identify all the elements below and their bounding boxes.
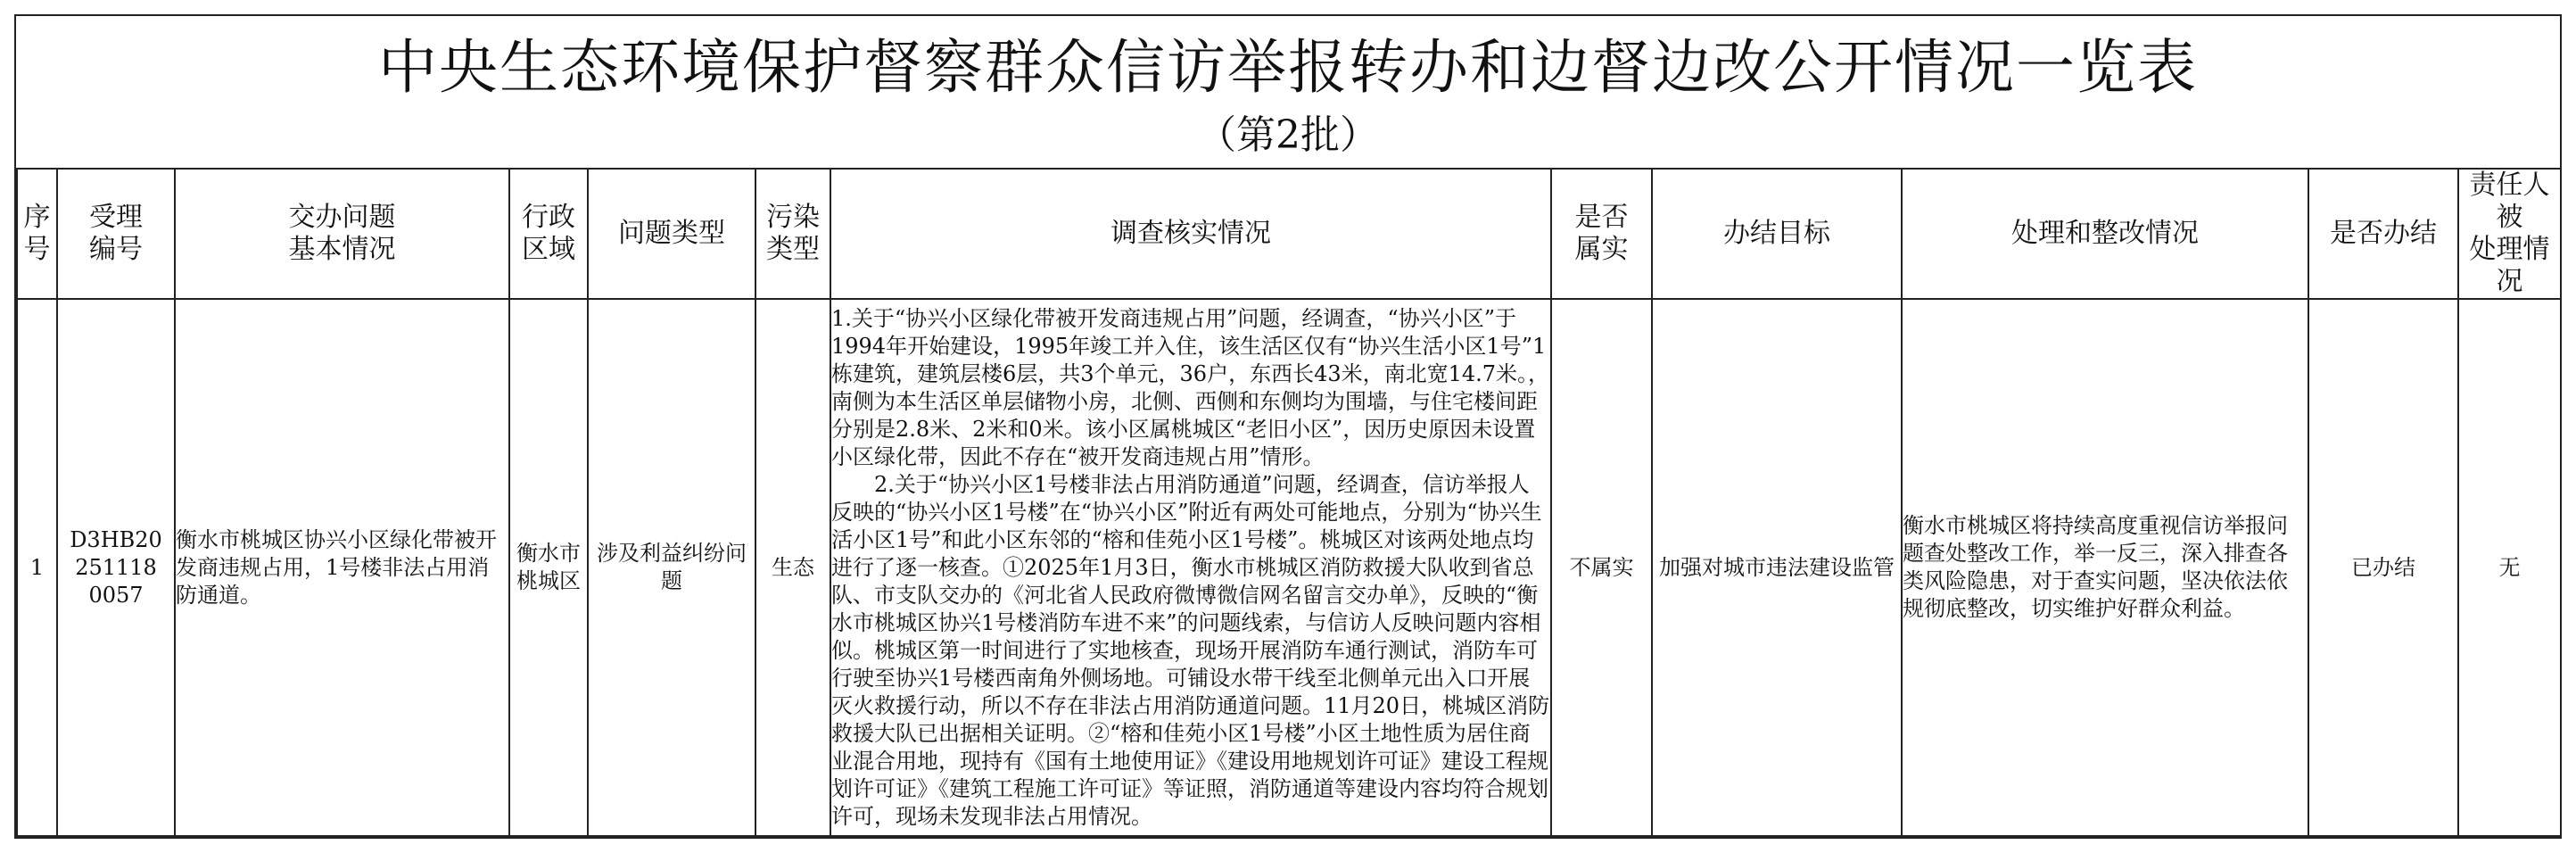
- header-row: [17, 169, 2561, 299]
- cell-issue-type: 涉及利益纠纷问题: [588, 299, 755, 836]
- cell-seq: 1: [17, 299, 57, 836]
- cell-target: 加强对城市违法建设监管: [1652, 299, 1902, 836]
- col-header-handling: 处理和整改情况: [1902, 169, 2308, 299]
- cell-handling: 衡水市桃城区将持续高度重视信访举报问题查处整改工作，举一反三，深入排查各类风险隐患，对于查实问题，坚决依法依规彻底整改，切实维护好群众利益。: [1902, 299, 2308, 836]
- col-header-issue: 交办问题 基本情况: [175, 169, 509, 299]
- col-header-accountability: 责任人被 处理情况: [2458, 169, 2561, 299]
- col-header-seq: 序 号: [17, 169, 57, 299]
- investigation-paragraph-2: 2.关于“协兴小区1号楼非法占用消防通道”问题，经调查，信访举报人反映的“协兴小区1号楼”在“协兴小区”附近有两处可能地点，分别为“协兴生活小区1号”和此小区东邻的“榕和佳苑小区1号楼”。桃城区对该两处地点均进行了逐一核查。①2025年1月3日，衡水市桃城区消防救援大队收到省总队、市支队交办的《河北省人民政府微博微信网名留言交办单》，反映的“衡水市桃城区协兴1号楼消防车进不来”的问题线索，与信访人反映问题内容相似。桃城区第一时间进行了实地核查，现场开展消防车通行测试，消防车可行驶至协兴1号楼西南角外侧场地。可铺设水带干线至北侧单元出入口开展灭火救援行动，所以不存在非法占用消防通道问题。11月20日，桃城区消防救援大队已出据相关证明。②“榕和佳苑小区1号楼”小区土地性质为居住商业混合用地，现持有《国有土地使用证》《建设用地规划许可证》建设工程规划许可证》《建筑工程施工许可证》等证照，消防通道等建设内容均符合规划许可，现场未发现非法占用情况。: [831, 471, 1550, 829]
- cell-closed: 已办结: [2308, 299, 2458, 836]
- cell-pollution-type: 生态: [755, 299, 830, 836]
- cell-issue: 衡水市桃城区协兴小区绿化带被开发商违规占用，1号楼非法占用消防通道。: [175, 299, 509, 836]
- document-subtitle: （第2批）: [1197, 112, 1379, 158]
- col-header-target: 办结目标: [1652, 169, 1902, 299]
- cell-accountability: 无: [2458, 299, 2561, 836]
- cell-investigation: [830, 299, 1551, 836]
- investigation-paragraph-1: 1.关于“协兴小区绿化带被开发商违规占用”问题，经调查，“协兴小区”于1994年开始建设，1995年竣工并入住，该生活区仅有“协兴生活小区1号”1栋建筑，建筑层楼6层，共3个单元，36户，东西长43米，南北宽14.7米。，南侧为本生活区单层储物小房，北侧、西侧和东侧均为围墙，与住宅楼间距分别是2.8米、2米和0米。该小区属桃城区“老旧小区”，因历史原因未设置小区绿化带，因此不存在“被开发商违规占用”情形。: [831, 305, 1550, 469]
- col-header-investigation: 调查核实情况: [830, 169, 1551, 299]
- cell-accept-no: D3HB20 251118 0057: [57, 299, 175, 836]
- col-header-verified: 是否 属实: [1551, 169, 1652, 299]
- report-table: [16, 168, 2562, 837]
- cell-verified: 不属实: [1551, 299, 1652, 836]
- table-row: [17, 299, 2561, 836]
- report-sheet: [14, 14, 2562, 839]
- col-header-closed: 是否办结: [2308, 169, 2458, 299]
- cell-region: 衡水市桃城区: [509, 299, 588, 836]
- document-title: 中央生态环境保护督察群众信访举报转办和边督边改公开情况一览表: [378, 33, 2198, 102]
- col-header-region: 行政 区域: [509, 169, 588, 299]
- col-header-pollution-type: 污染 类型: [755, 169, 830, 299]
- col-header-accept-no: 受理 编号: [57, 169, 175, 299]
- col-header-issue-type: 问题类型: [588, 169, 755, 299]
